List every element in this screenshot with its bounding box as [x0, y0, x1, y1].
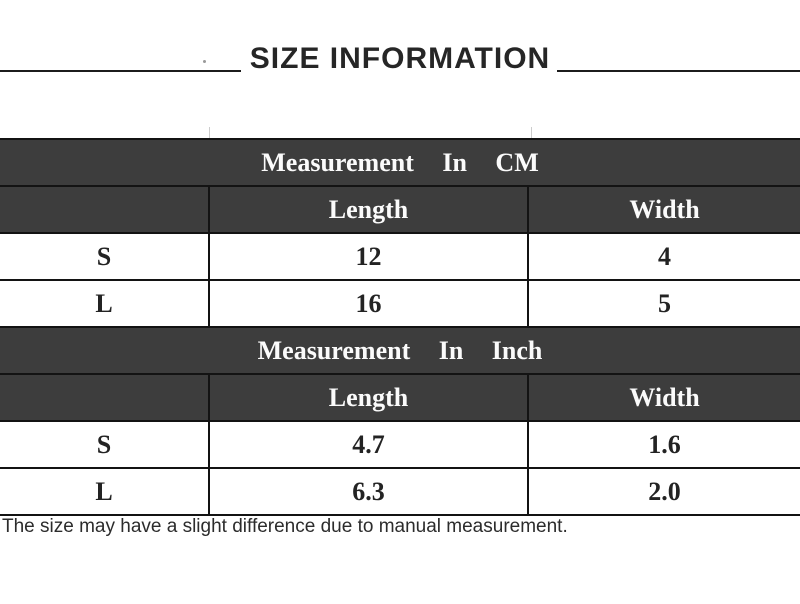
size-label-cell: L — [0, 468, 209, 515]
page-title: SIZE INFORMATION — [249, 42, 551, 75]
table-row — [0, 421, 800, 468]
corner-cell-inch — [0, 374, 209, 421]
section-header-cm: Measurement In CM — [0, 139, 800, 186]
column-line-stub-1 — [209, 127, 210, 138]
column-header-width-cm: Width — [528, 186, 800, 233]
title-divider-right — [557, 70, 800, 72]
column-header-length-inch: Length — [209, 374, 528, 421]
length-value-cell: 6.3 — [209, 468, 528, 515]
table-row — [0, 139, 800, 186]
table-row — [0, 233, 800, 280]
size-table — [0, 138, 800, 516]
width-value-cell: 4 — [528, 233, 800, 280]
column-header-width-inch: Width — [528, 374, 800, 421]
title-divider-left — [0, 70, 241, 72]
width-value-cell: 1.6 — [528, 421, 800, 468]
size-label-cell: S — [0, 421, 209, 468]
column-line-stub-2 — [531, 127, 532, 138]
corner-cell-cm — [0, 186, 209, 233]
size-label-cell: L — [0, 280, 209, 327]
section-header-inch: Measurement In Inch — [0, 327, 800, 374]
footnote: The size may have a slight difference due to manual measurement. — [2, 516, 568, 537]
size-label-cell: S — [0, 233, 209, 280]
width-value-cell: 2.0 — [528, 468, 800, 515]
table-row — [0, 374, 800, 421]
length-value-cell: 16 — [209, 280, 528, 327]
table-row — [0, 186, 800, 233]
width-value-cell: 5 — [528, 280, 800, 327]
speck-dot — [203, 60, 206, 63]
table-row — [0, 327, 800, 374]
table-row — [0, 468, 800, 515]
length-value-cell: 12 — [209, 233, 528, 280]
table-row — [0, 280, 800, 327]
length-value-cell: 4.7 — [209, 421, 528, 468]
column-header-length-cm: Length — [209, 186, 528, 233]
